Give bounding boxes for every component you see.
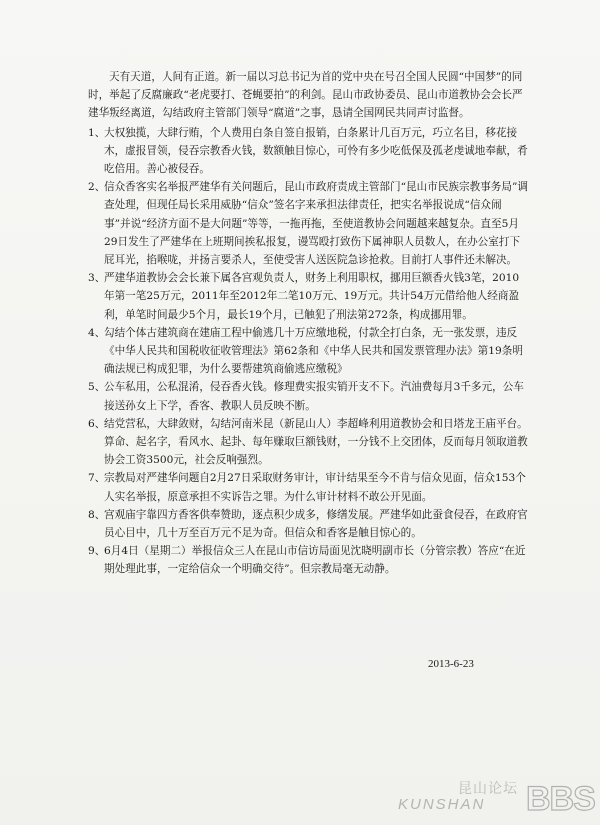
item-number: 2、 [88,181,106,194]
item-number: 7、 [88,472,106,485]
list-item-3 [88,269,528,324]
list-item-2 [88,178,528,269]
item-text: 宗教局对严建华问题自2月27日采取财务审计，审计结果至今不肯与信众见面，信众153个人实名举报，原意承担不实诉告之罪。为什么审计材料不敢公开见面。 [104,472,526,503]
intro-paragraph: 天有天道，人间有正道。新一届以习总书记为首的党中央在号召全国人民圆“中国梦”的同时，举起了反腐廉政“老虎要打、苍蝇要拍”的利剑。昆山市政协委员、昆山市道教协会会长严建华叛经离道，勾结政府主管部门领导“腐道”之事，恳请全国网民共同声讨监督。 [88,71,523,120]
watermark-bbs-logo: BBS [526,780,595,818]
list-item-5 [88,378,528,414]
list-item-6 [88,415,528,470]
document-body [88,68,528,579]
item-text: 宫观庙宇靠四方香客供奉赞助，逐点积少成多，修缮发展。严建华如此蚕食侵吞，在政府官员心目中，几十万至百万元不足为奇。但信众和香客是触目惊心的。 [104,508,528,540]
item-text: 公车私用，公私混淆，侵吞香火钱。修理费实报实销开支不下。汽油费每月3千多元，公车接送孙女上下学，香客、教职人员反映不断。 [104,381,524,412]
list-item-4 [88,324,528,379]
item-text: 严建华道教协会会长兼下属各宫观负责人，财务上利用职权，挪用巨额香火钱3笔，2010年第一笔25万元，2011年至2012年二笔10万元、19万元。共计54万元借给他人经商盈利，单笔时间最少5个月，最长19个月，已触犯了刑法第272条，构成挪用罪。 [104,272,520,321]
item-text: 6月4日（星期二）举报信众三人在昆山市信访局面见沈晓明副市长（分管宗教）答应“在近期处理此事，一定给信众一个明确交待”。但宗教局毫无动静。 [104,545,526,576]
document-date: 2013-6-23 [428,658,474,670]
item-text: 信众香客实名举报严建华有关问题后，昆山市政府责成主管部门“昆山市民族宗教事务局”调查处理，但现任局长采用威胁“信众”签名字来承担法律责任，把实名举报说成“信众闹事”并说“经济方面不是大问题”等等，一拖再拖，至使道教协会问题越来越复杂。直至5月29日发生了严建华在上班期间挨私报复，谩骂殴打致伤下属神职人员数人，在办公室打下屁耳光，掐喉咙，并扬言要杀人，至使受害人送医院急诊抢救。目前打人事件还未解决。 [104,181,528,267]
list-item-1 [88,124,528,179]
item-number: 3、 [88,272,106,285]
item-text: 勾结个体古建筑商在建庙工程中偷逃几十万应缴地税，付款全打白条，无一张发票，违反《中华人民共和国税收征收管理法》第62条和《中华人民共和国发票管理办法》第19条明确法规已构成犯罪，为什么要帮建筑商偷逃应缴税》 [104,326,523,376]
watermark-chinese: 昆山论坛 [458,781,518,797]
item-text: 结党营私，大肆敛财，勾结河南米昆（新昆山人）李超峰利用道教协会和日塔龙王庙平台。算命、起名字，看风水、起卦、每年赚取巨额钱财，一分钱不上交团体，反而每月领取道教协会工资3500元，社会反响强烈。 [104,417,528,467]
item-number: 1、 [88,126,106,139]
item-text: 大权独揽，大肆行贿，个人费用白条自签自报销，白条累计几百万元，巧立名目，移花接木，虚报冒领，侵吞宗教香火钱，数额触目惊心，可怜有多少吃低保及孤老虔诚地奉献，肴吃倍用。善心被侵吞。 [104,126,528,176]
item-number: 5、 [88,381,106,394]
watermark-english: KUNSHAN [398,796,486,813]
list-item-9 [88,542,528,578]
item-number: 8、 [88,508,106,521]
item-number: 4、 [88,326,106,339]
list-item-7 [88,469,528,505]
list-item-8 [88,506,528,542]
item-number: 9、 [88,545,106,558]
forum-watermark [398,778,594,820]
item-number: 6、 [88,417,106,430]
